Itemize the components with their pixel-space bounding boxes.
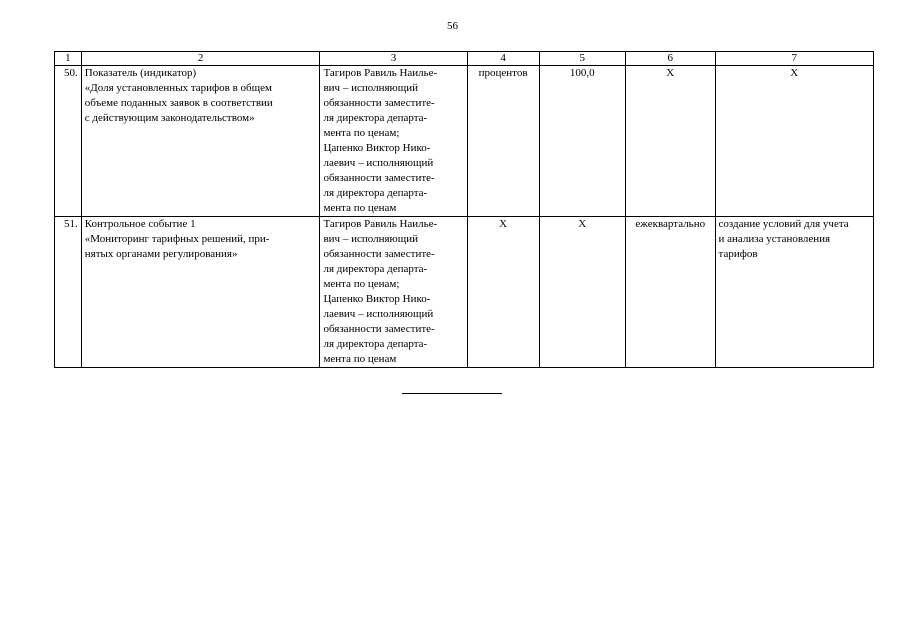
page-number: 56 — [447, 20, 458, 32]
cell-line: Контрольное событие 1 — [84, 218, 196, 230]
header-cell: 2 — [81, 52, 320, 66]
plan-table — [54, 51, 874, 368]
header-cell: 6 — [626, 52, 716, 66]
cell-line: обязанности заместите- — [323, 172, 435, 184]
cell-line: ля директора департа- — [323, 112, 428, 124]
periodicity-cell: Х — [626, 66, 716, 217]
cell-line: объеме поданных заявок в соответствии — [84, 97, 273, 109]
row-number-cell: 51. — [55, 217, 82, 368]
cell-line: Показатель (индикатор) — [84, 67, 197, 79]
table-row — [55, 217, 874, 368]
value-cell: Х — [539, 217, 625, 368]
unit-cell: Х — [467, 217, 539, 368]
cell-line: вич – исполняющий — [323, 82, 418, 94]
cell-line: лаевич – исполняющий — [323, 308, 434, 320]
header-cell: 3 — [320, 52, 467, 66]
cell-line: «Мониторинг тарифных решений, при- — [84, 233, 270, 245]
cell-line: мента по ценам; — [323, 278, 400, 290]
name-cell — [81, 66, 320, 217]
cell-line: нятых органами регулирования» — [84, 248, 238, 260]
result-cell — [715, 66, 873, 217]
header-cell: 7 — [715, 52, 873, 66]
cell-line: ля директора департа- — [323, 263, 428, 275]
header-cell: 1 — [55, 52, 82, 66]
table-body — [55, 66, 874, 368]
cell-line: обязанности заместите- — [323, 323, 435, 335]
header-cell: 5 — [539, 52, 625, 66]
cell-line: мента по ценам — [323, 353, 397, 365]
cell-line: «Доля установленных тарифов в общем — [84, 82, 272, 94]
cell-line: обязанности заместите- — [323, 248, 435, 260]
value-cell: 100,0 — [539, 66, 625, 217]
responsible-cell — [320, 217, 467, 368]
cell-line: и анализа установления — [718, 233, 831, 245]
cell-line: с действующим законодательством» — [84, 112, 255, 124]
header-cell: 4 — [467, 52, 539, 66]
cell-line: мента по ценам — [323, 202, 397, 214]
responsible-cell — [320, 66, 467, 217]
result-cell — [715, 217, 873, 368]
header-row — [55, 52, 874, 66]
cell-line: Тагиров Равиль Наилье- — [323, 218, 438, 230]
unit-cell: процентов — [467, 66, 539, 217]
cell-line: лаевич – исполняющий — [323, 157, 434, 169]
row-number-cell: 50. — [55, 66, 82, 217]
cell-line: создание условий для учета — [718, 218, 849, 230]
cell-line: обязанности заместите- — [323, 97, 435, 109]
cell-line: мента по ценам; — [323, 127, 400, 139]
cell-line: тарифов — [718, 248, 758, 260]
cell-line: Тагиров Равиль Наилье- — [323, 67, 438, 79]
cell-line: вич – исполняющий — [323, 233, 418, 245]
periodicity-cell: ежеквартально — [626, 217, 716, 368]
name-cell — [81, 217, 320, 368]
cell-line: ля директора департа- — [323, 338, 428, 350]
footer-rule — [402, 393, 502, 394]
table-row — [55, 66, 874, 217]
cell-line: ля директора департа- — [323, 187, 428, 199]
cell-line: Цапенко Виктор Нико- — [323, 142, 431, 154]
cell-line: Цапенко Виктор Нико- — [323, 293, 431, 305]
cell-line: Х — [790, 67, 799, 79]
